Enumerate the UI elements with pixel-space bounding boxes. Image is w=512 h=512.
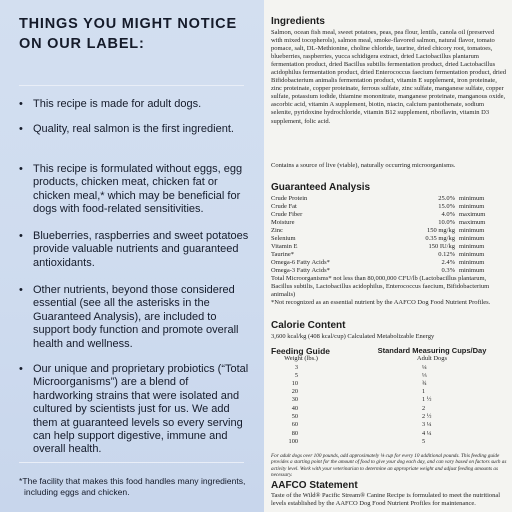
analysis-row: Omega-3 Fatty Acids* 0.3% minimum [271, 267, 485, 274]
ingredients-heading: Ingredients [271, 16, 325, 27]
ingredients-text: Salmon, ocean fish meal, sweet potatoes, peas, pea flour, lentils, canola oil (preserved with mixed tocopherols), salmon meal, smoke-flavored salmon, natural flavor, tomato pomace, salt, DL-Methionine, choline chloride, taurine, dried chicory root, tomatoes, blueberries, raspberries, yucca schidigera extract, dried Lactobacillus plantarum fermentation product, dried Bacillus subtilis fermentation product, dried Lactobacillus acidophilus fermentation product, dried Enterococcus faecium fermentation product, dried Bifidobacterium animalis fermentation product, vitamin E supplement, iron proteinate, zinc proteinate, copper proteinate, ferrous sulfate, zinc sulfate, manganese sulfate, copper sulfate, potassium iodide, thiamine mononitrate, manganese proteinate, manganous oxide, ascorbic acid, vitamin A supplement, biotin, niacin, calcium pantothenate, sodium selenite, pyridoxine hydrochloride, vitamin B12 supplement, riboflavin, vitamin D3 supplement, folic acid. [271, 29, 506, 125]
feeding-weight-subheading: Weight (lbs.) [284, 355, 318, 362]
calorie-text: 3,600 kcal/kg (408 kcal/cup) Calculated Metabolizable Energy [271, 333, 435, 340]
label-panel: Ingredients Salmon, ocean fish meal, sweet potatoes, peas, pea flour, lentils, canola oil (preserved with mixed tocopherols), salmon meal, smoke-flavored salmon, natural flavor, tomato pomace, salt, DL-Methionine, choline chloride, taurine, dried chicory root, tomatoes, blueberries, raspberries, yucca schidigera extract, dried Lactobacillus plantarum fermentation product, dried Bacillus subtilis fermentation product, dried Lactobacillus acidophilus fermentation product, dried Enterococcus faecium fermentation product, dried Bifidobacterium animalis fermentation product, vitamin E supplement, iron proteinate, zinc proteinate, copper proteinate, ferrous sulfate, zinc sulfate, manganese sulfate, copper sulfate, potassium iodide, thiamine mononitrate, manganese proteinate, manganous oxide, ascorbic acid, vitamin A supplement, biotin, niacin, calcium pantothenate, sodium selenite, pyridoxine hydrochloride, vitamin B12 supplement, riboflavin, vitamin D3 supplement, folic acid. Contains a source of live (viable), naturally occurring microorganisms. Guaranteed Analysis Crude Protein 25.0% minimum Crude Fat 15.0% minimum Crude Fiber 4.0% maximum Moisture 10.0% maximum Zinc 150 mg/kg minimum Selenium 0.35 mg/kg minimum Vitamin E 150 IU/kg minimum Taurine* 0.12% minimum Omega-6 Fatty Acids* 2.4% minimum Omega-3 Fatty Acids* 0.3% minimum Total Microorganisms* not less than 80,000,000 CFU/lb (Lactobacillus plantarum, Bacillus subtilis, Lactobacillus acidophilus, Enterococcus faecium, Bifidobacterium animalis) *Not recognized as an essential nutrient by the AAFCO Dog Food Nutrient Profiles. Calorie Content 3,600 kcal/kg (408 kcal/cup) Calculated Metabolizable Energy Feeding Guide Standard Measuring Cups/Day Weight (lbs.) Adult Dogs 3 ¼ 5 ⅓ 10 ¾ 20 1 30 1 ½ 40 2 50 2 ½ 60 3 ¼ 80 4 ¼ 100 5 For adult dogs over 100 pounds, add approximately ⅛ cup for every 10 additional pounds. This feeding guide provides a starting point for the amount of food to give your dog each day, and can vary based on factors such as activity level. Work with your veterinarian to determine an appropriate weight and adjust feeding amounts as necessary. AAFCO Statement Taste of the Wild® Pacific Stream® Canine Recipe is formulated to meet the nutritional levels established by the AAFCO Dog Food Nutrient Profiles for maintenance. [264, 0, 512, 512]
notice-title: THINGS YOU MIGHT NOTICE ON OUR LABEL: [19, 16, 237, 52]
divider [19, 462, 244, 463]
analysis-footnote: *Not recognized as an essential nutrient by the AAFCO Dog Food Nutrient Profiles. [271, 299, 491, 306]
analysis-row: Crude Fiber 4.0% maximum [271, 211, 486, 218]
analysis-row: Vitamin E 150 IU/kg minimum [271, 243, 485, 250]
notice-bullet: • This recipe is formulated without eggs, egg products, chicken meat, chicken fat or chicken meal,* which may be beneficial for dogs with food-related sensitivities. [19, 163, 243, 216]
bullet-icon: • [19, 123, 23, 135]
aafco-text: Taste of the Wild® Pacific Stream® Canine Recipe is formulated to meet the nutritional levels established by the AAFCO Dog Food Nutrient Profiles for maintenance. [271, 492, 501, 508]
aafco-heading: AAFCO Statement [271, 480, 358, 491]
live-microorganisms-note: Contains a source of live (viable), naturally occurring microorganisms. [271, 162, 456, 169]
calorie-heading: Calorie Content [271, 320, 346, 331]
notice-bullet: • Blueberries, raspberries and sweet potatoes provide valuable nutrients and guaranteed antioxidants. [19, 230, 249, 269]
divider [19, 85, 244, 86]
analysis-row: Crude Protein 25.0% minimum [271, 195, 485, 202]
bullet-icon: • [19, 163, 23, 175]
bullet-icon: • [19, 363, 23, 375]
notice-bullet: • This recipe is made for adult dogs. [19, 98, 202, 110]
notice-bullet: • Other nutrients, beyond those considered essential (see all the asterisks in the Guaranteed Analysis), are included to support body function and promote overall health and wellness. [19, 284, 239, 350]
feeding-note: For adult dogs over 100 pounds, add approximately ⅛ cup for every 10 additional pounds. This feeding guide provides a starting point for the amount of food to give your dog each day, and can vary based on factors such as activity level. Work with your veterinarian to determine an appropriate weight and adjust feeding amounts as necessary. [271, 453, 507, 479]
bullet-icon: • [19, 284, 23, 296]
notice-bullet: • Our unique and proprietary probiotics (“Total Microorganisms”) are a blend of hardworking strains that were isolated and cultured by scientists just for us. We add them at guaranteed levels so every serving can help support digestive, immune and overall health. [19, 363, 249, 456]
analysis-row: Selenium 0.35 mg/kg minimum [271, 235, 485, 242]
notice-bullet: • Quality, real salmon is the first ingredient. [19, 123, 234, 135]
analysis-row: Omega-6 Fatty Acids* 2.4% minimum [271, 259, 485, 266]
analysis-row: Zinc 150 mg/kg minimum [271, 227, 485, 234]
bullet-icon: • [19, 98, 23, 110]
feeding-guide-heading: Feeding Guide [271, 346, 331, 356]
analysis-row: Crude Fat 15.0% minimum [271, 203, 485, 210]
microorganisms-text: Total Microorganisms* not less than 80,000,000 CFU/lb (Lactobacillus plantarum, Bacillus subtilis, Lactobacillus acidophilus, Enterococcus faecium, Bifidobacterium animalis) [271, 275, 490, 299]
bullet-icon: • [19, 230, 23, 242]
analysis-row: Taurine* 0.12% minimum [271, 251, 485, 258]
notice-footnote: *The facility that makes this food handles many ingredients, including eggs and chicken. [19, 476, 246, 497]
feeding-adult-subheading: Adult Dogs [416, 355, 448, 362]
feeding-cups-heading: Standard Measuring Cups/Day [377, 346, 487, 355]
analysis-row: Moisture 10.0% maximum [271, 219, 486, 226]
guaranteed-analysis-heading: Guaranteed Analysis [271, 182, 371, 193]
